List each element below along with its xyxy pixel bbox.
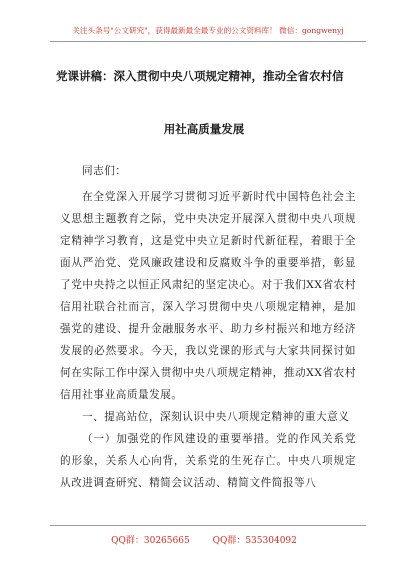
- paragraph-section-1-1: （一）加强党的作风建设的重要举措。党的作风关系党的形象，关系人心向背，关系党的生死存亡。中央八项规定从改进调查研究、精简会议活动、精简文件简报等八: [60, 433, 356, 489]
- footer-qq-group-2: QQ群：535304092: [212, 536, 297, 546]
- section-heading-1: 一、提高站位，深刻认识中央八项规定精神的重大意义: [82, 411, 350, 423]
- greeting: 同志们：: [82, 165, 127, 177]
- document-title-line-2: 用社高质量发展: [163, 122, 245, 136]
- paragraph-intro: 在全党深入开展学习贯彻习近平新时代中国特色社会主义思想主题教育之际，党中央决定开展深入贯彻中央八项规定精神学习教育，这是党中央立足新时代新征程，着眼于全面从严治党、党风廉政建设和反腐败斗争的重要举措，彰显了党中央持之以恒正风肃纪的坚定决心。对于我们XX省农村信用社联合社而言，深入学习贯彻中央八项规定精神，是加强党的建设、提升金融服务水平、助力乡村振兴和地方经济发展的必然要求。今天，我以党课的形式与大家共同探讨如何在实际工作中深入贯彻中央八项规定精神，推动XX省农村信用社事业高质量发展。: [60, 191, 356, 401]
- header-divider: [50, 41, 366, 42]
- document-title-line-1: 党课讲稿：深入贯彻中央八项规定精神，推动全省农村信: [56, 69, 344, 83]
- footer-qq-group-1: QQ群：30265665: [111, 536, 190, 546]
- header-banner: 关注头条号"公文研究"，获得最新最全最专业的公文资料库！ 微信：gongwenyj: [72, 26, 344, 35]
- footer-contact: [0, 533, 408, 546]
- document-body: [60, 160, 356, 494]
- footer-divider: [50, 525, 366, 526]
